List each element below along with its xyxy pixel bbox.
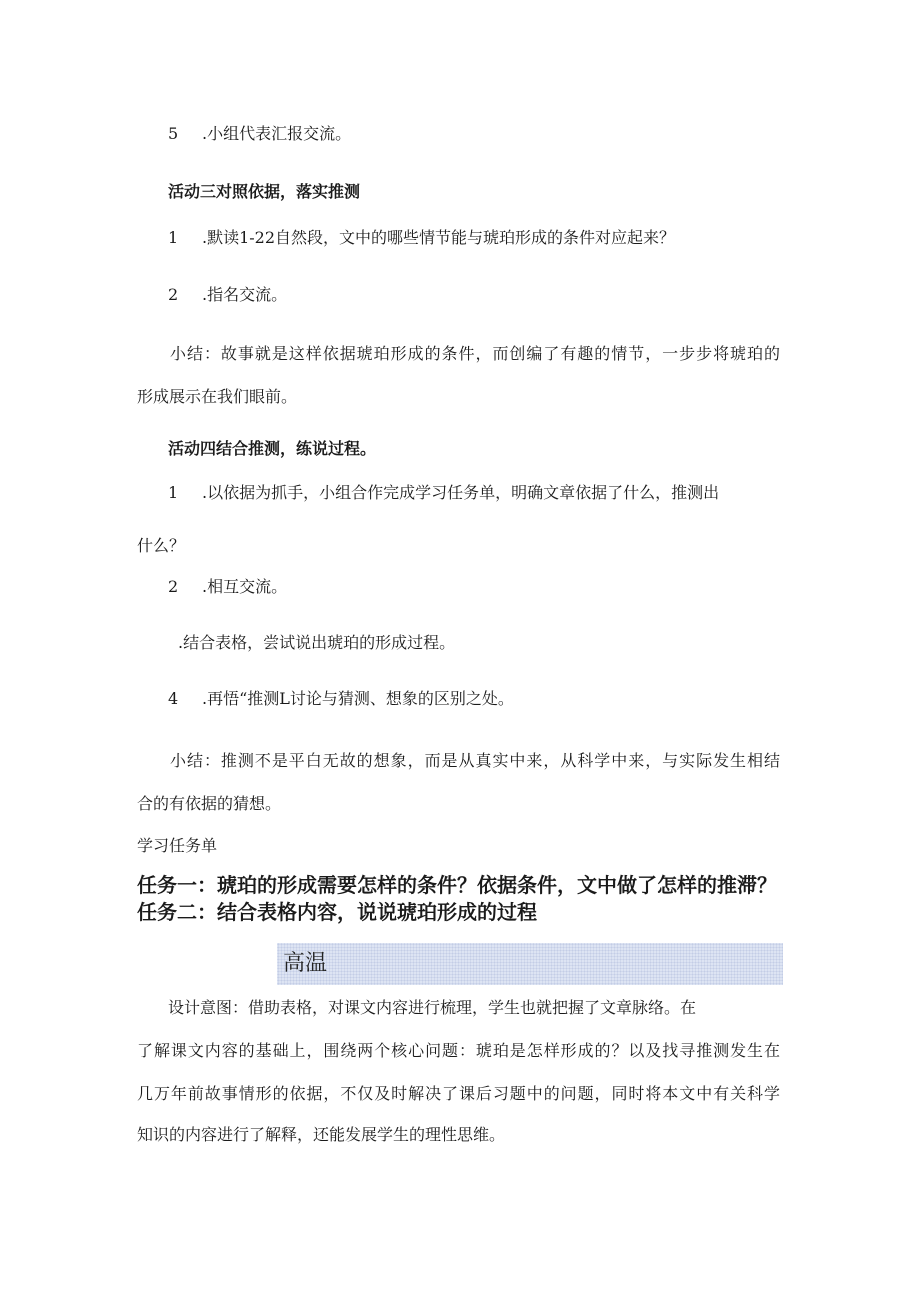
design-intent-line-4: 知识的内容进行了解释，还能发展学生的理性思维。 [137,1125,506,1144]
design-intent-line-1 [168,998,696,1018]
activity-4-summary-line-2: 合的有依据的猜想。 [137,794,282,813]
activity-3-item-1 [168,228,675,248]
design-intent-line-3: 几万年前故事情形的依据，不仅及时解决了课后习题中的问题，同时将本文中有关科学 [137,1084,780,1103]
item-text: .默读1-22自然段，文中的哪些情节能与琥珀形成的条件对应起来？ [202,228,676,247]
task-1: 任务一：琥珀的形成需要怎样的条件？依据条件，文中做了怎样的推滞？ [137,873,777,897]
activity-4-summary-line-1: 小结：推测不是平白无故的想象，而是从真实中来，从科学中来，与实际发生相结 [170,751,780,770]
activity-4-item-1 [168,483,719,503]
table-cell-text: 高温 [283,951,328,976]
item-number: 4 [168,689,179,708]
activity-3-item-2 [168,285,287,305]
step-text: .小组代表汇报交流。 [202,124,352,143]
activity-4-item-4 [168,689,514,709]
item-number: 2 [168,285,179,304]
activity-3-heading: 活动三对照依据，落实推测 [168,182,361,201]
table-cell [277,943,783,985]
activity-4-heading: 活动四结合推测，练说过程。 [168,439,377,458]
step-5 [168,124,351,144]
task-2: 任务二：结合表格内容，说说琥珀形成的过程 [137,900,537,924]
activity-4-item-3: .结合表格，尝试说出琥珀的形成过程。 [178,633,456,652]
design-intent-label: 设计意图： [168,998,249,1017]
activity-3-summary-line-2: 形成展示在我们眼前。 [137,387,298,406]
item-number: 1 [168,483,179,502]
activity-4-item-1-continued: 什么？ [137,536,186,555]
item-text: .以依据为抓手，小组合作完成学习任务单，明确文章依据了什么，推测出 [202,483,720,502]
item-number: 1 [168,228,179,247]
item-text: .相互交流。 [202,577,288,596]
design-intent-text: 借助表格，对课文内容进行梳理，学生也就把握了文章脉络。在 [248,998,697,1017]
item-number: 2 [168,577,179,596]
item-text: .再悟“推测L讨论与猜测、想象的区别之处。 [202,689,514,708]
task-sheet-title: 学习任务单 [137,836,218,855]
item-text: .指名交流。 [202,285,288,304]
step-number: 5 [168,124,179,143]
activity-4-item-2 [168,577,287,597]
activity-3-summary-line-1: 小结：故事就是这样依据琥珀形成的条件，而创编了有趣的情节，一步步将琥珀的 [170,344,780,363]
design-intent-line-2: 了解课文内容的基础上，围绕两个核心问题：琥珀是怎样形成的？以及找寻推测发生在 [137,1041,780,1060]
